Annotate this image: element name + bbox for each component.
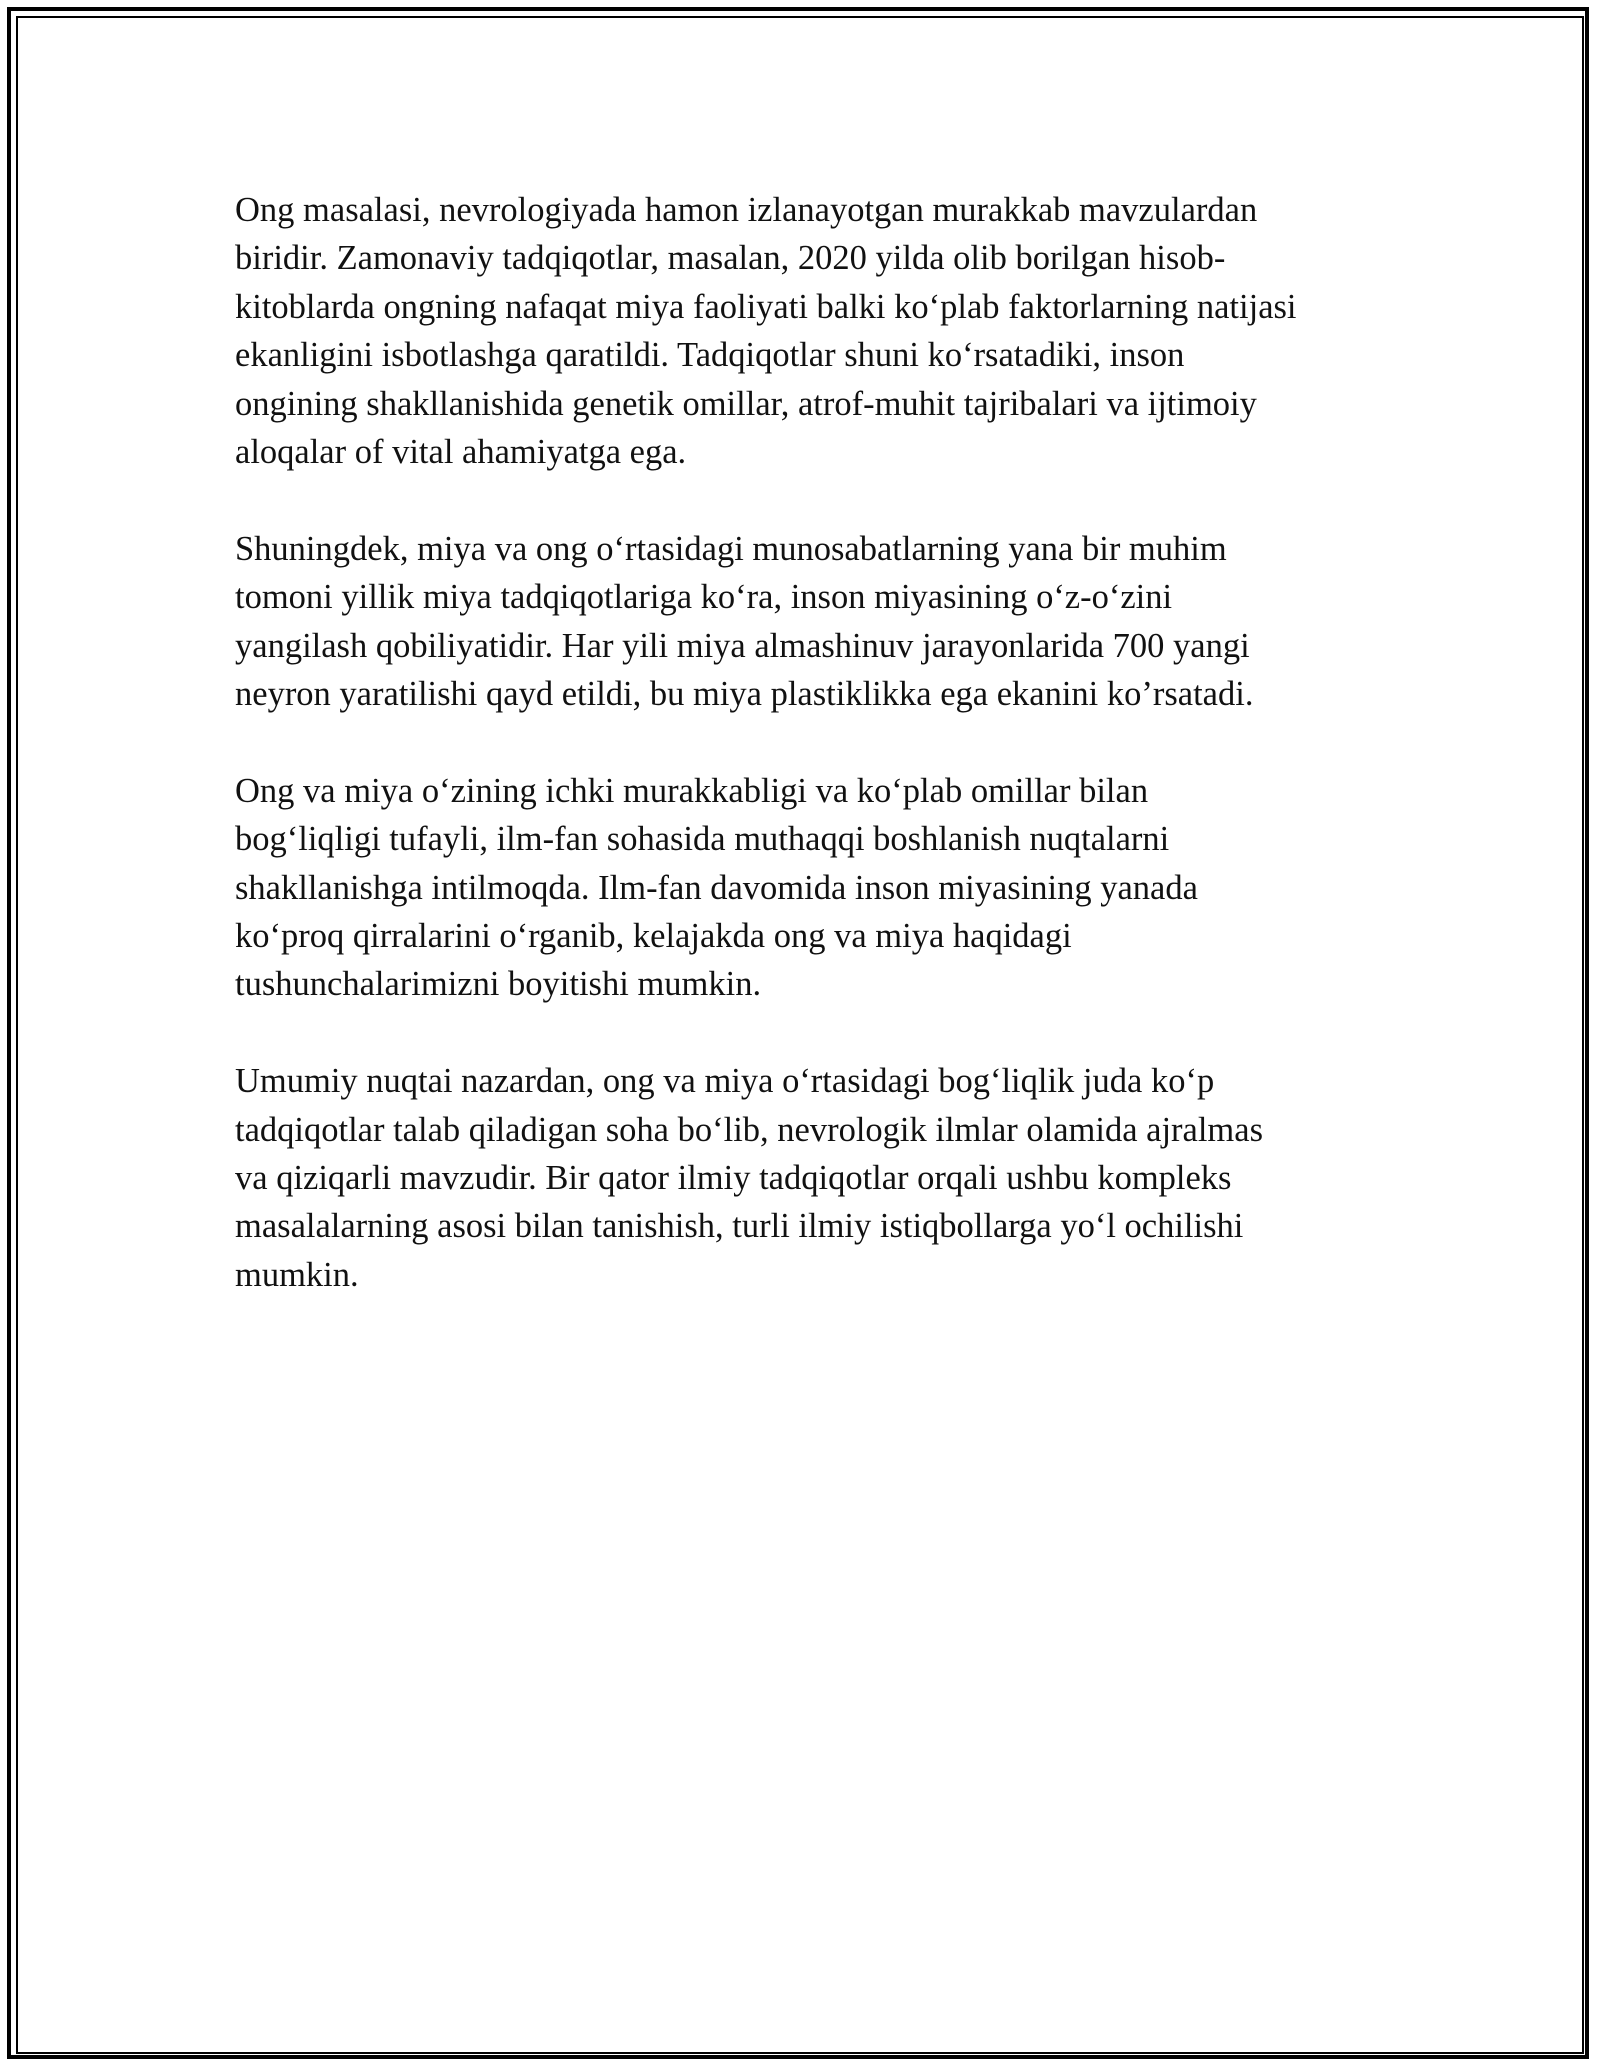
text-line: tomoni yillik miya tadqiqotlariga ko‘ra, inson miyasining o‘z-o‘zini: [235, 578, 1173, 617]
text-line: tadqiqotlar talab qiladigan soha bo‘lib, nevrologik ilmlar olamida ajralmas: [235, 1110, 1264, 1149]
text-line: neyron yaratilishi qayd etildi, bu miya plastiklikka ega ekanini ko’rsatadi.: [235, 675, 1254, 714]
paragraph-3: [235, 767, 1365, 1009]
text-line: aloqalar of vital ahamiyatga ega.: [235, 433, 687, 472]
text-line: ekanligini isbotlashga qaratildi. Tadqiqotlar shuni ko‘rsatadiki, inson: [235, 336, 1185, 375]
text-line: shakllanishga intilmoqda. Ilm-fan davomida inson miyasining yanada: [235, 868, 1198, 907]
text-line: tushunchalarimizni boyitishi mumkin.: [235, 965, 762, 1004]
paragraph-2: [235, 525, 1365, 719]
text-line: mumkin.: [235, 1255, 359, 1294]
text-line: ongining shakllanishida genetik omillar, atrof-muhit tajribalari va ijtimoiy: [235, 384, 1257, 423]
text-line: Ong va miya o‘zining ichki murakkabligi va ko‘plab omillar bilan: [235, 771, 1149, 810]
paragraph-1: [235, 186, 1365, 476]
text-line: Umumiy nuqtai nazardan, ong va miya o‘rtasidagi bog‘liqlik juda ko‘p: [235, 1062, 1215, 1101]
text-line: yangilash qobiliyatidir. Har yili miya almashinuv jarayonlarida 700 yangi: [235, 626, 1250, 665]
text-line: kitoblarda ongning nafaqat miya faoliyati balki ko‘plab faktorlarning natijasi: [235, 287, 1297, 326]
text-line: ko‘proq qirralarini o‘rganib, kelajakda ong va miya haqidagi: [235, 917, 1072, 956]
text-line: va qiziqarli mavzudir. Bir qator ilmiy tadqiqotlar orqali ushbu kompleks: [235, 1159, 1232, 1198]
paragraph-4: [235, 1057, 1365, 1299]
text-line: bog‘liqligi tufayli, ilm-fan sohasida muthaqqi boshlanish nuqtalarni: [235, 820, 1170, 859]
text-line: masalalarning asosi bilan tanishish, turli ilmiy istiqbollarga yo‘l ochilishi: [235, 1207, 1244, 1246]
text-line: biridir. Zamonaviy tadqiqotlar, masalan, 2020 yilda olib borilgan hisob-: [235, 239, 1226, 278]
text-line: Ong masalasi, nevrologiyada hamon izlanayotgan murakkab mavzulardan: [235, 191, 1258, 229]
text-line: Shuningdek, miya va ong o‘rtasidagi munosabatlarning yana bir muhim: [235, 529, 1227, 568]
document-body: [235, 186, 1365, 1348]
